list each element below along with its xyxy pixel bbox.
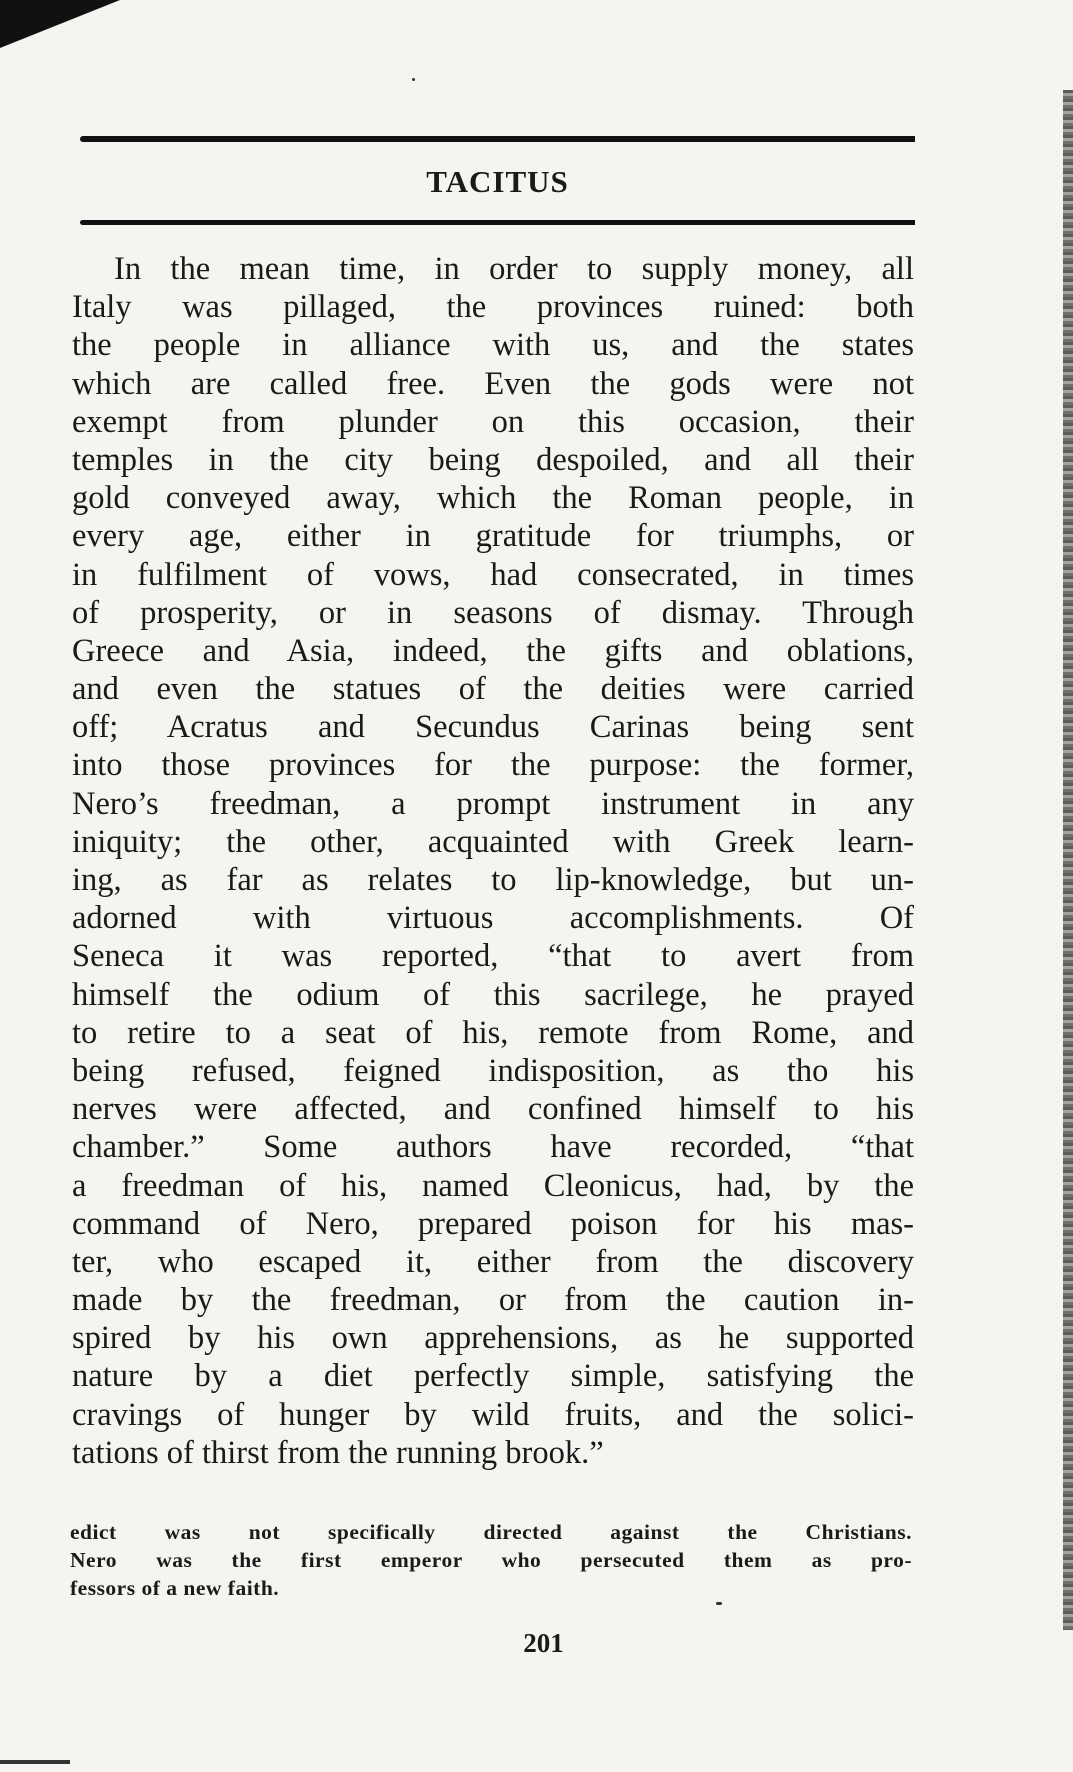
page-corner-shadow bbox=[0, 0, 120, 48]
body-line: spired by his own apprehensions, as he supported bbox=[72, 1320, 914, 1357]
body-line: nerves were affected, and confined himself to his bbox=[72, 1091, 914, 1128]
body-line: Greece and Asia, indeed, the gifts and oblations, bbox=[72, 632, 914, 669]
body-line: command of Nero, prepared poison for his mas- bbox=[72, 1205, 914, 1242]
body-line: chamber.” Some authors have recorded, “that bbox=[72, 1129, 914, 1166]
body-line: cravings of hunger by wild fruits, and the solici- bbox=[72, 1396, 914, 1433]
body-line: gold conveyed away, which the Roman people, in bbox=[72, 480, 914, 517]
footnote-line: Nero was the first emperor who persecuted them as pro- bbox=[70, 1548, 912, 1572]
header-rule-top bbox=[80, 136, 915, 142]
header-rule-bottom bbox=[80, 220, 915, 225]
page-edge-bottom bbox=[0, 1760, 70, 1764]
body-line: tations of thirst from the running brook.” bbox=[72, 1434, 604, 1471]
footnote-line: edict was not specifically directed against the Christians. bbox=[70, 1520, 912, 1544]
body-line: off; Acratus and Secundus Carinas being sent bbox=[72, 709, 914, 746]
body-line: nature by a diet perfectly simple, satisfying the bbox=[72, 1358, 914, 1395]
body-line: adorned with virtuous accomplishments. Of bbox=[72, 900, 914, 937]
body-line: and even the statues of the deities were carried bbox=[72, 671, 914, 708]
body-line: a freedman of his, named Cleonicus, had, by the bbox=[72, 1167, 914, 1204]
footnote bbox=[70, 1518, 912, 1602]
body-line: Nero’s freedman, a prompt instrument in any bbox=[72, 785, 914, 822]
body-line: iniquity; the other, acquainted with Greek learn- bbox=[72, 823, 914, 860]
body-line: made by the freedman, or from the caution in- bbox=[72, 1282, 914, 1319]
body-line: exempt from plunder on this occasion, their bbox=[72, 403, 914, 440]
body-line: Seneca it was reported, “that to avert from bbox=[72, 938, 914, 975]
body-line: in fulfilment of vows, had consecrated, in times bbox=[72, 556, 914, 593]
body-line: ing, as far as relates to lip-knowledge, but un- bbox=[72, 862, 914, 898]
body-line: of prosperity, or in seasons of dismay. Through bbox=[72, 594, 914, 631]
body-line: Italy was pillaged, the provinces ruined: both bbox=[72, 289, 914, 326]
running-head: TACITUS bbox=[426, 164, 569, 199]
footnote-line: fessors of a new faith. bbox=[70, 1576, 280, 1600]
body-line: being refused, feigned indisposition, as tho his bbox=[72, 1052, 914, 1089]
body-line: temples in the city being despoiled, and all their bbox=[72, 441, 914, 478]
ink-speck bbox=[716, 1602, 722, 1605]
body-line: to retire to a seat of his, remote from Rome, and bbox=[72, 1014, 914, 1051]
body-line: every age, either in gratitude for triumphs, or bbox=[72, 518, 914, 555]
body-line: ter, who escaped it, either from the discovery bbox=[72, 1243, 914, 1280]
body-line: into those provinces for the purpose: the former, bbox=[72, 747, 914, 784]
page-edge bbox=[1063, 90, 1073, 1630]
body-line: himself the odium of this sacrilege, he prayed bbox=[72, 976, 914, 1013]
body-line: which are called free. Even the gods were not bbox=[72, 365, 914, 402]
page-number: 201 bbox=[523, 1628, 564, 1658]
body-text bbox=[72, 250, 914, 1472]
body-line: In the mean time, in order to supply money, all bbox=[114, 251, 914, 287]
ink-speck bbox=[412, 78, 415, 81]
body-line: the people in alliance with us, and the states bbox=[72, 327, 914, 364]
